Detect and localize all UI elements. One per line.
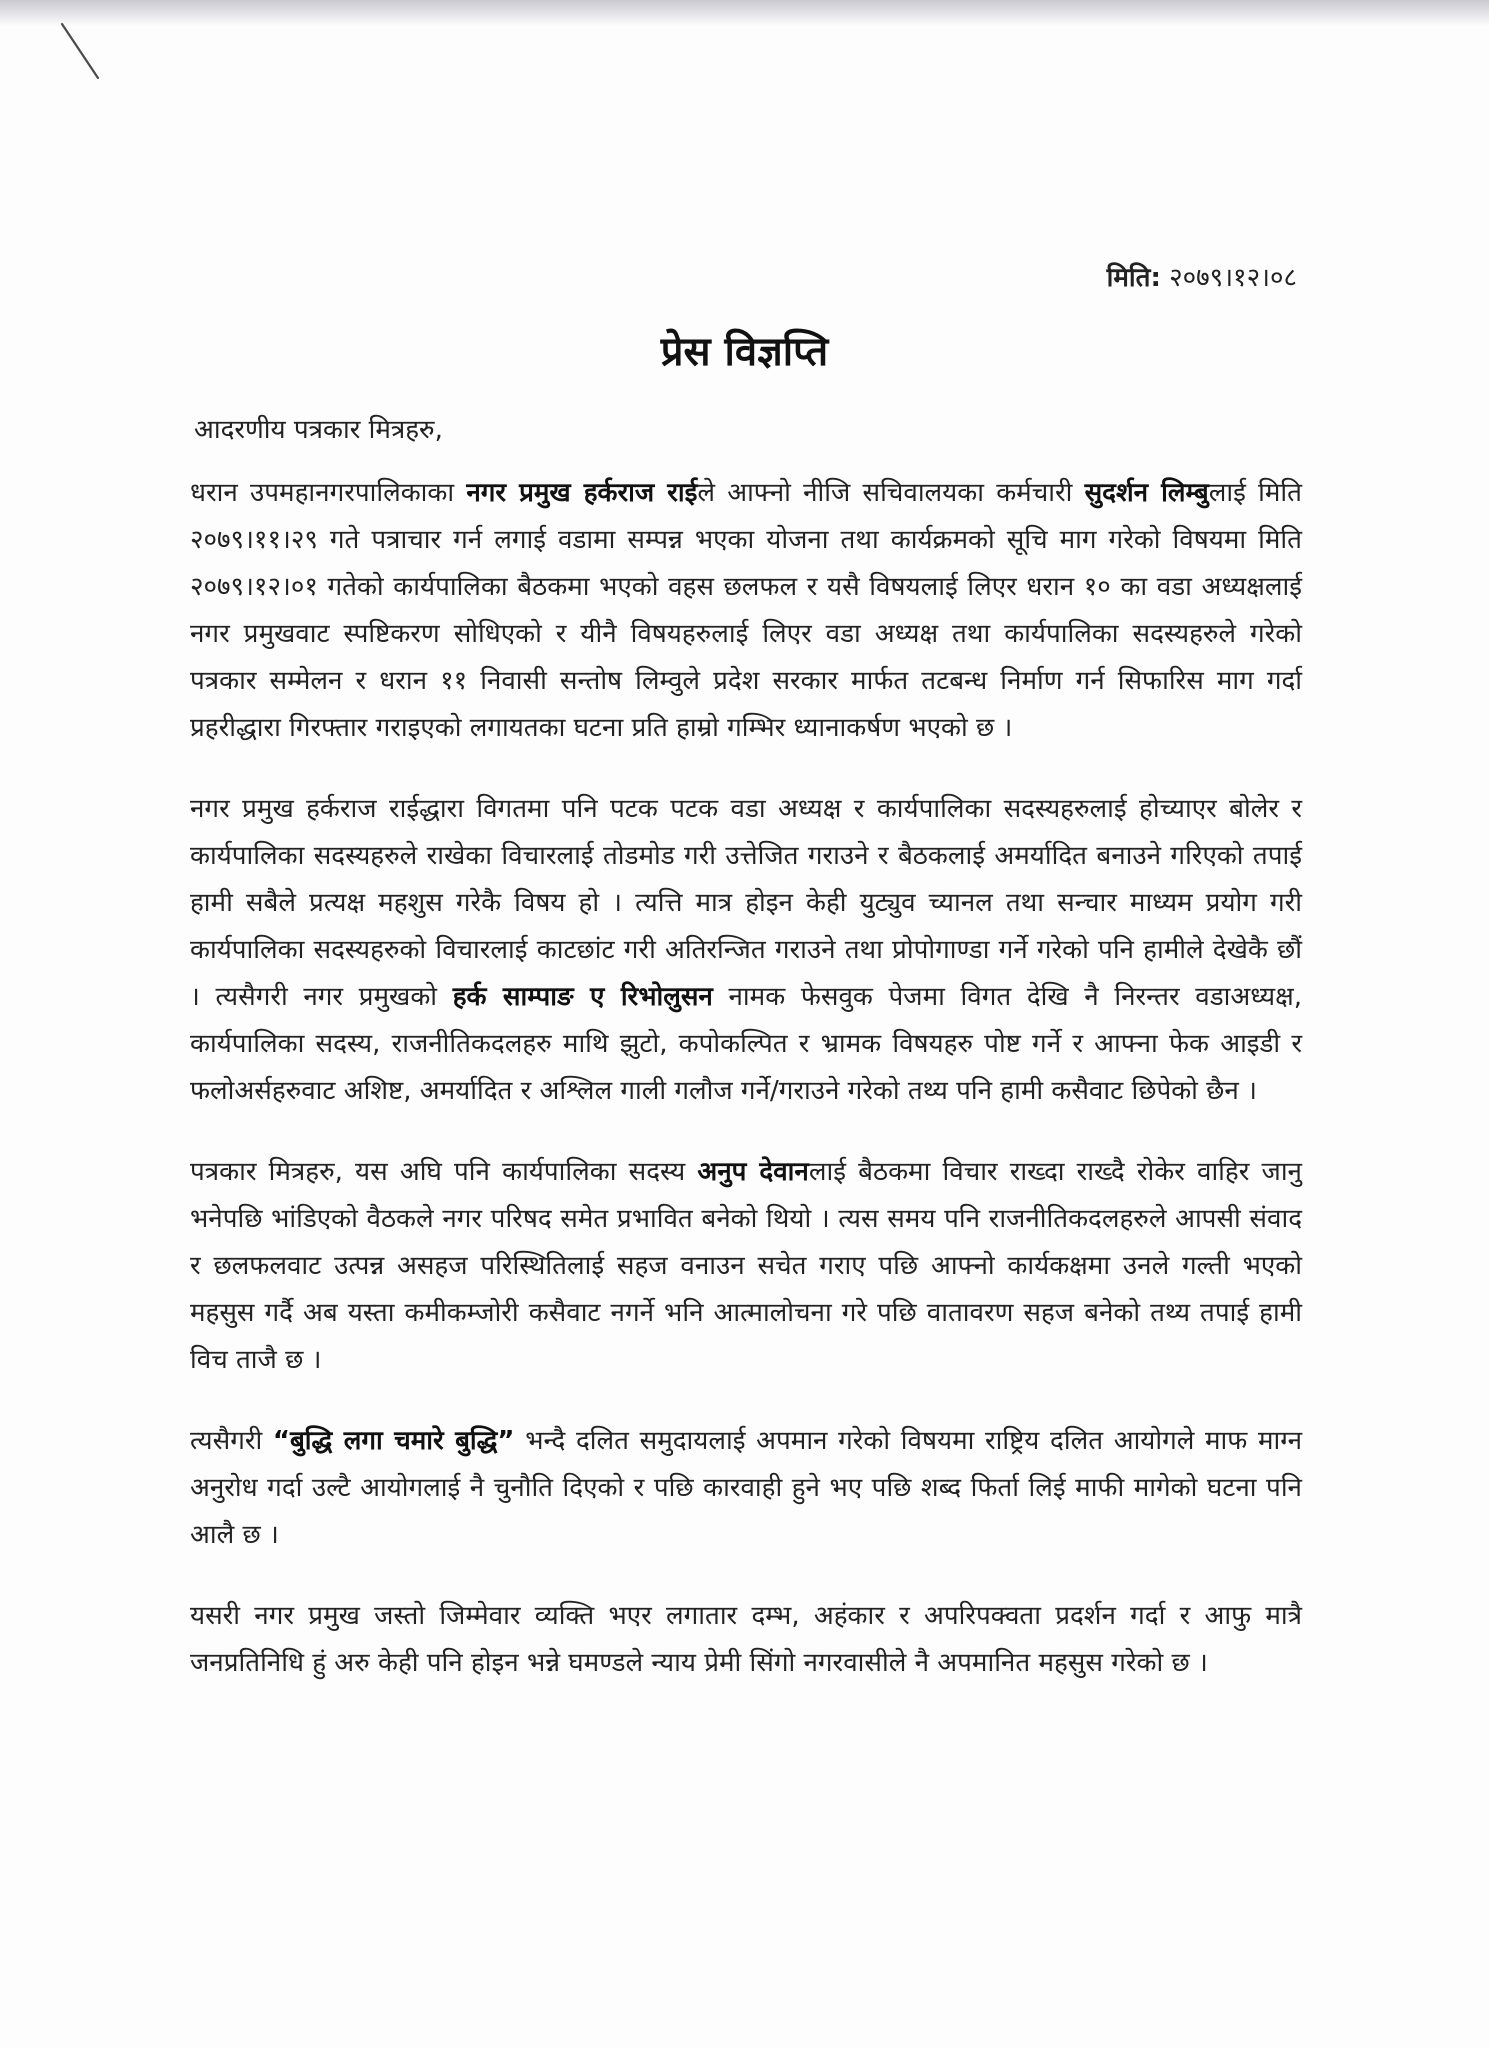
paragraph-1-text: ले आफ्नो नीजि सचिवालयका कर्मचारी [697,478,1085,508]
paragraph-3-text: लाई बैठकमा विचार राख्दा राख्दै रोकेर वाहिर जानु भनेपछि भांडिएको वैठकले नगर परिषद समेत प्रभावित बनेको थियो । त्यस समय पनि राजनीतिकदलहरुले आपसी संवाद र छलफलवाट उत्पन्न असहज परिस्थितिलाई सहज वनाउन सचेत गराए पछि आफ्नो कार्यकक्षमा उनले गल्ती भएको महसुस गर्दै अब यस्ता कमीकम्जोरी कसैवाट नगर्ने भनि आत्मालोचना गरे पछि वातावरण सहज बनेको तथ्य तपाई हामी विच ताजै छ । [190,1157,1302,1375]
facebook-page-name-bold: हर्क साम्पाङ ए रिभोलुसन [452,982,713,1012]
paragraph-1-text: लाई मिति २०७९।११।२९ गते पत्राचार गर्न लगाई वडामा सम्पन्न भएका योजना तथा कार्यक्रमको सूचि माग गरेको विषयमा मिति २०७९।१२।०१ गतेको कार्यपालिका बैठकमा भएको वहस छलफल र यसै विषयलाई लिएर धरान १० का वडा अध्यक्षलाई नगर प्रमुखवाट स्पष्टिकरण सोधिएको र यीनै विषयहरुलाई लिएर वडा अध्यक्ष तथा कार्यपालिका सदस्यहरुले गरेको पत्रकार सम्मेलन र धरान ११ निवासी सन्तोष लिम्वुले प्रदेश सरकार मार्फत तटबन्ध निर्माण गर्न सिफारिस माग गर्दा प्रहरीद्धारा गिरफ्तार गराइएको लगायतका घटना प्रति हाम्रो गम्भिर ध्यानाकर्षण भएको छ । [190,478,1302,743]
quoted-remark-bold: “बुद्धि लगा चमारे बुद्धि” [272,1426,515,1456]
paragraph-3-text: पत्रकार मित्रहरु, यस अघि पनि कार्यपालिका सदस्य [190,1157,698,1187]
paragraph-4 [190,1418,1302,1559]
staff-name-bold: सुदर्शन लिम्बु [1084,478,1209,508]
salutation: आदरणीय पत्रकार मित्रहरु, [194,415,443,445]
scan-shadow-edge [0,0,1489,26]
paragraph-5-text: यसरी नगर प्रमुख जस्तो जिम्मेवार व्यक्ति भएर लगातार दम्भ, अहंकार र अपरिपक्वता प्रदर्शन गर्दा र आफु मात्रै जनप्रतिनिधि हुं अरु केही पनि होइन भन्ने घमण्डले न्याय प्रेमी सिंगो नगरवासीले नै अपमानित महसुस गरेको छ । [190,1601,1302,1678]
paragraph-3 [190,1149,1302,1384]
date-line [1107,258,1297,294]
fold-mark-icon [58,22,106,82]
paragraph-4-text: भन्दै दलित समुदायलाई अपमान गरेको विषयमा राष्ट्रिय दलित आयोगले माफ माग्न अनुरोध गर्दा उल्टै आयोगलाई नै चुनौति दिएको र पछि कारवाही हुने भए पछि शब्द फिर्ता लिई माफी मागेको घटना पनि आलै छ । [190,1426,1303,1550]
paragraph-2-text: नगर प्रमुख हर्कराज राईद्धारा विगतमा पनि पटक पटक वडा अध्यक्ष र कार्यपालिका सदस्यहरुलाई होच्याएर बोलेर र कार्यपालिका सदस्यहरुले राखेका विचारलाई तोडमोड गरी उत्तेजित गराउने र बैठकलाई अमर्यादित बनाउने गरिएको तपाई हामी सबैले प्रत्यक्ष महशुस गरेकै विषय हो । त्यत्ति मात्र होइन केही युट्युव च्यानल तथा सन्चार माध्यम प्रयोग गरी कार्यपालिका सदस्यहरुको विचारलाई काटछांट गरी अतिरन्जित गराउने तथा प्रोपोगाण्डा गर्ने गरेको पनि हामीले देखेकै छौं । त्यसैगरी नगर प्रमुखको [190,794,1302,1012]
member-name-bold: अनुप देवान [697,1157,809,1187]
paragraph-1-text: धरान उपमहानगरपालिकाका [190,478,467,508]
paragraph-4-text: त्यसैगरी [190,1426,273,1456]
date-label: मिति: [1106,263,1161,293]
paragraph-1 [190,470,1302,752]
page-title: प्रेस विज्ञप्ति [660,329,829,375]
paragraph-2-text: नामक फेसवुक पेजमा विगत देखि नै निरन्तर वडाअध्यक्ष, कार्यपालिका सदस्य, राजनीतिकदलहरु माथि झुटो, कपोकल्पित र भ्रामक विषयहरु पोष्ट गर्ने र आफ्ना फेक आइडी र फलोअर्सहरुवाट अशिष्ट, अमर्यादित र अश्लिल गाली गलौज गर्ने/गराउने गरेको तथ्य पनि हामी कसैवाट छिपेको छैन । [190,982,1302,1106]
letter-body [190,470,1302,1721]
mayor-name-bold: नगर प्रमुख हर्कराज राई [466,478,698,508]
paragraph-5 [190,1593,1302,1687]
paragraph-2 [190,786,1302,1115]
date-value: २०७९।१२।०८ [1169,263,1297,293]
